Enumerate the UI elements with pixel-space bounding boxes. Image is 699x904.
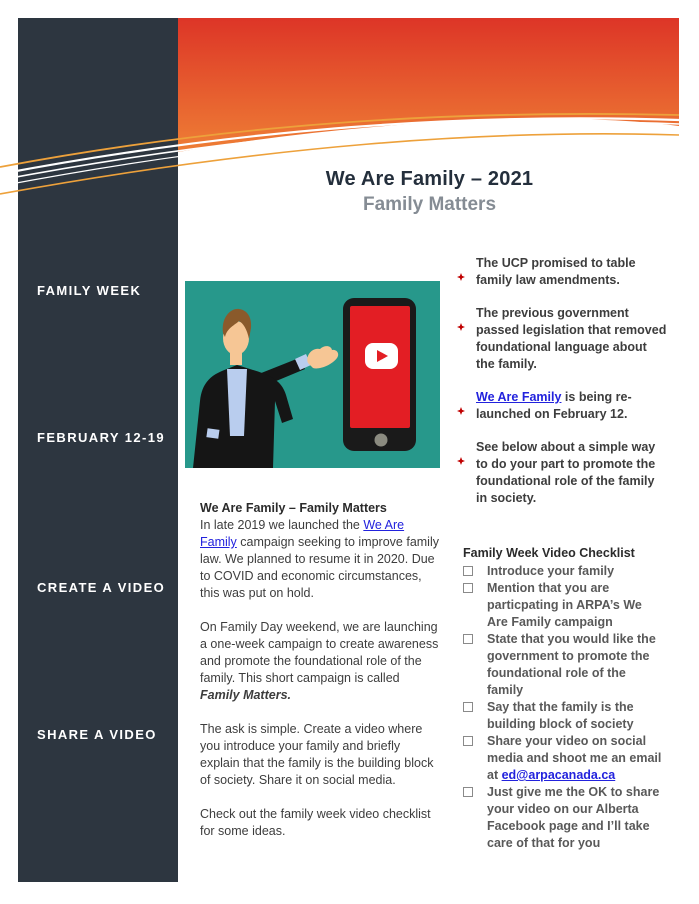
text-run: Mention that you are particpating in ARPA’s We Are Family campaign: [487, 581, 642, 629]
list-item: [457, 439, 683, 507]
text-run: The previous government passed legislation that removed foundational language about the family.: [476, 306, 667, 371]
video-checklist: [461, 546, 683, 852]
star-bullet-icon: [457, 407, 465, 415]
checkbox-icon: [463, 736, 473, 746]
text-run: The UCP promised to table family law amendments.: [476, 256, 636, 287]
list-item: [457, 305, 683, 373]
text-run: campaign seeking to improve family law. We planned to resume it in 2020. Due to COVID and economic circumstances, this was put on hold.: [200, 535, 439, 600]
text-run: In late 2019 we launched the: [200, 518, 364, 532]
family-matters-emphasis: Family Matters.: [200, 688, 292, 702]
video-presenter-illustration: [185, 281, 440, 468]
sidebar-item-family-week: FAMILY WEEK: [37, 283, 142, 298]
banner-gradient-shape: [178, 18, 679, 152]
checkbox-icon: [463, 583, 473, 593]
home-button: [375, 434, 388, 447]
text-run: is being re-launched on February 12.: [476, 390, 632, 421]
title-block: [178, 168, 681, 216]
sidebar-item-share-a-video: SHARE A VIDEO: [37, 727, 157, 742]
paragraph-1: [200, 517, 441, 602]
paragraph-2: [200, 619, 441, 704]
checkbox-icon: [463, 566, 473, 576]
youtube-play-icon: [365, 343, 398, 369]
checkbox-icon: [463, 702, 473, 712]
text-run: On Family Day weekend, we are launching a one-week campaign to create awareness and promote the foundational role of the family. This short campaign is called: [200, 620, 439, 685]
checklist-item: [461, 733, 683, 784]
checklist-item: [461, 563, 683, 580]
text-run: Share your video on social media and shoot me an email at: [487, 734, 662, 782]
sidebar-item-february-12-19: FEBRUARY 12-19: [37, 430, 165, 445]
page-title: We Are Family – 2021: [325, 168, 534, 190]
star-bullet-icon: [457, 323, 465, 331]
smartphone-illustration: [343, 298, 416, 451]
text-run: Just give me the OK to share your video on our Alberta Facebook page and I’ll take care of that for you: [487, 785, 660, 850]
text-run: State that you would like the government to promote the foundational role of the family: [487, 632, 656, 697]
list-item: [457, 389, 683, 423]
sidebar: [18, 18, 178, 882]
email-link[interactable]: ed@arpacanada.ca: [501, 768, 616, 782]
sidebar-item-create-a-video: CREATE A VIDEO: [37, 580, 166, 595]
checklist-item: [461, 784, 683, 852]
checkbox-icon: [463, 787, 473, 797]
page-subtitle: Family Matters: [362, 194, 497, 215]
checklist-heading: Family Week Video Checklist: [463, 546, 635, 560]
checklist-item: [461, 631, 683, 699]
text-run: Introduce your family: [487, 564, 615, 578]
highlights-list: [457, 255, 683, 523]
text-run: See below about a simple way to do your part to promote the foundational role of the family in society.: [476, 440, 656, 505]
checklist-item: [461, 580, 683, 631]
paragraph-3: The ask is simple. Create a video where you introduce your family and briefly explain that the family is the building block of society. Share it on social media.: [200, 722, 434, 787]
checkbox-icon: [463, 634, 473, 644]
we-are-family-link[interactable]: We Are Family: [200, 518, 405, 549]
text-run: Say that the family is the building block of society: [487, 700, 634, 731]
article-heading: We Are Family – Family Matters: [200, 501, 387, 515]
checklist-item: [461, 699, 683, 733]
star-bullet-icon: [457, 457, 465, 465]
we-are-family-link[interactable]: We Are Family: [476, 390, 562, 404]
paragraph-4: Check out the family week video checklist for some ideas.: [200, 807, 431, 838]
star-bullet-icon: [457, 273, 465, 281]
main-article: [200, 500, 441, 840]
list-item: [457, 255, 683, 289]
